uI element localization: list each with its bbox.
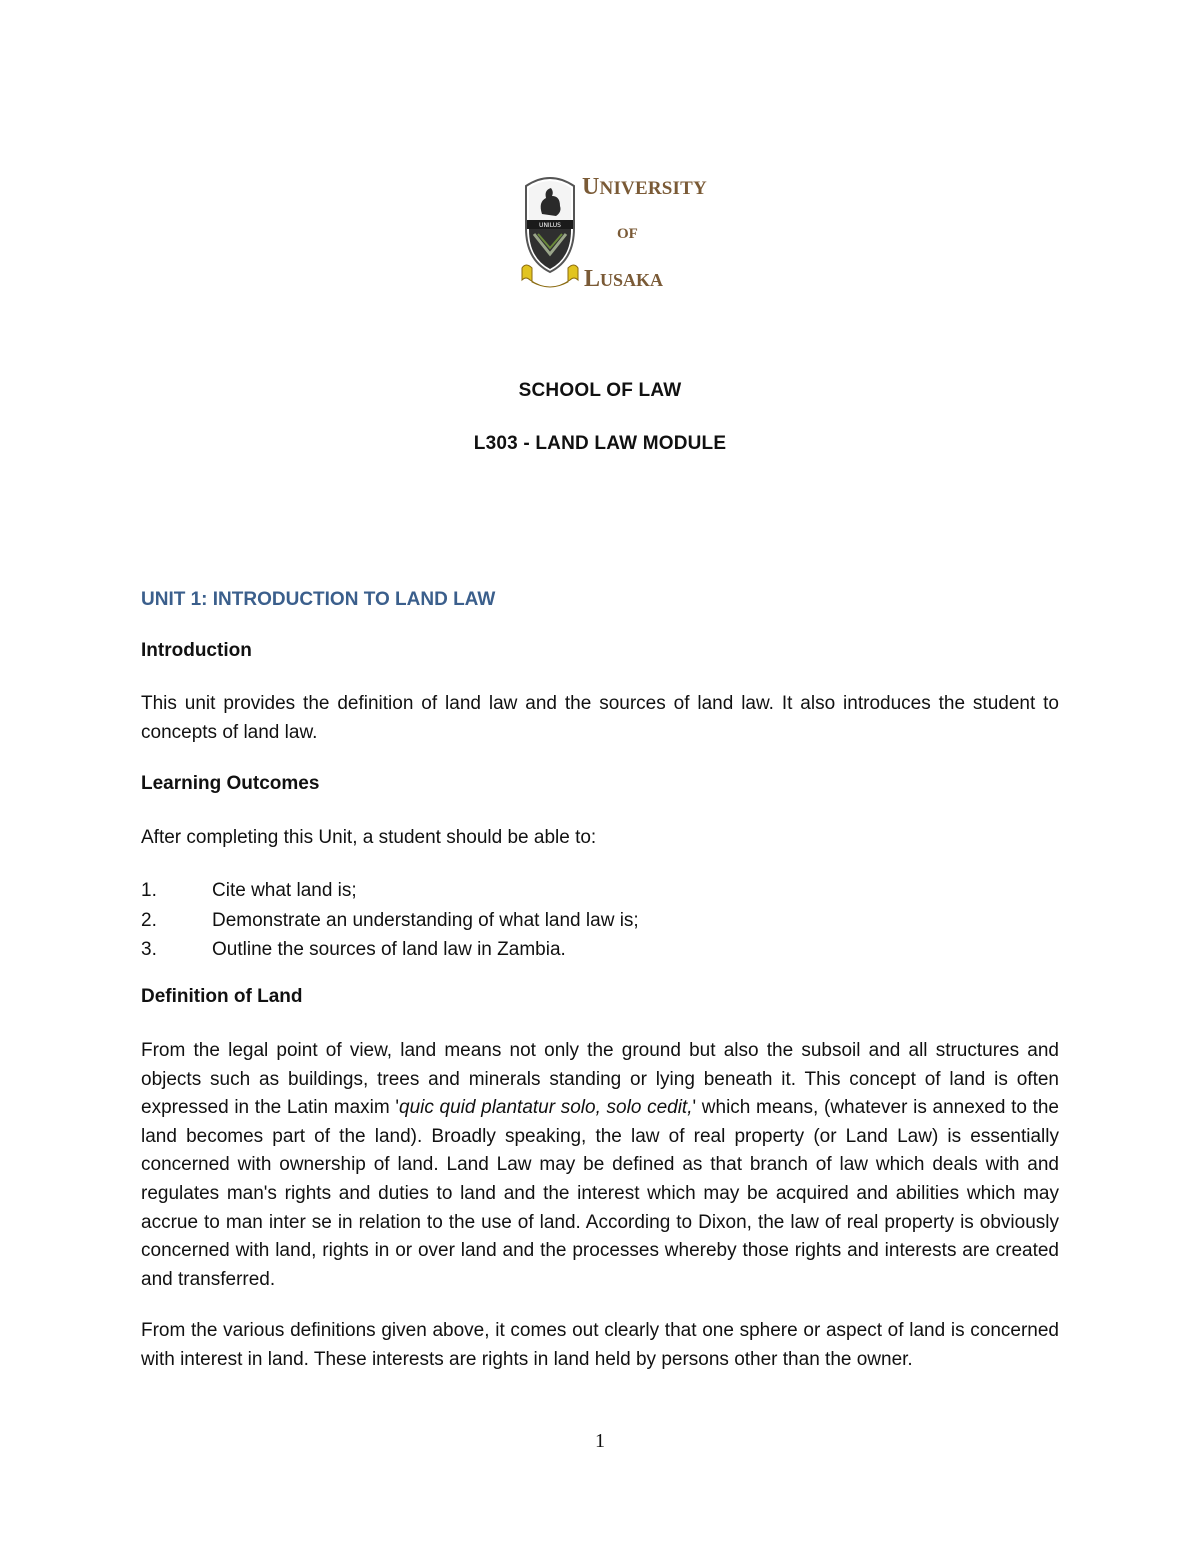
definition-paragraph-2: From the various definitions given above, it comes out clearly that one sphere or aspect of land is concerned with interest in land. These interests are rights in land held by persons other than the owner. xyxy=(141,1320,1059,1370)
learning-outcomes-heading: Learning Outcomes xyxy=(141,773,320,794)
definition-text-a: From the legal point of view, land means not only the ground but also the subsoil and all structures and objects such as buildings, trees and minerals standing or lying beneath it. This concept of land is often expressed in the Latin maxim ' xyxy=(141,1040,1059,1119)
module-title: L303 - LAND LAW MODULE xyxy=(473,433,727,454)
school-title: SCHOOL OF LAW xyxy=(518,380,682,401)
university-logo: UNILUS UNIVERSITY OF LUSAKA xyxy=(520,168,680,296)
definition-text-b: ' which means, (whatever is annexed to the land becomes part of the land). Broadly speaking, the law of real property (or Land Law) is essentially concerned with ownership of land. Land Law may be defined as that branch of law which deals with and regulates man's rights and duties to land and the interest which may be acquired and abilities which may accrue to man inter se in relation to the use of land. According to Dixon, the law of real property is obviously concerned with land, rights in or over land and the processes whereby those rights and interests are created and transferred. xyxy=(141,1097,1060,1290)
page-number: 1 xyxy=(595,1430,605,1452)
list-item xyxy=(141,906,1059,936)
introduction-paragraph: This unit provides the definition of land law and the sources of land law. It also introduces the student to concepts of land law. xyxy=(141,693,1059,743)
list-item-text: Outline the sources of land law in Zambia. xyxy=(212,939,566,960)
learning-outcomes-list xyxy=(141,876,1059,965)
latin-maxim: quic quid plantatur solo, solo cedit, xyxy=(399,1097,693,1119)
list-item-number: 2. xyxy=(141,909,157,931)
crest-shield-icon xyxy=(520,168,580,296)
list-item xyxy=(141,876,1059,906)
introduction-heading: Introduction xyxy=(141,640,252,661)
list-item-text: Demonstrate an understanding of what land law is; xyxy=(212,909,639,931)
definition-heading: Definition of Land xyxy=(141,986,303,1007)
list-item-number: 1. xyxy=(141,880,157,901)
svg-text:UNILUS: UNILUS xyxy=(539,222,561,229)
learning-outcomes-lead: After completing this Unit, a student should be able to: xyxy=(141,827,597,848)
list-item-number: 3. xyxy=(141,939,157,960)
list-item-text: Cite what land is; xyxy=(212,880,357,901)
unit-heading: UNIT 1: INTRODUCTION TO LAND LAW xyxy=(141,589,496,610)
list-item xyxy=(141,935,1059,965)
definition-paragraph-1 xyxy=(141,1037,1059,1294)
